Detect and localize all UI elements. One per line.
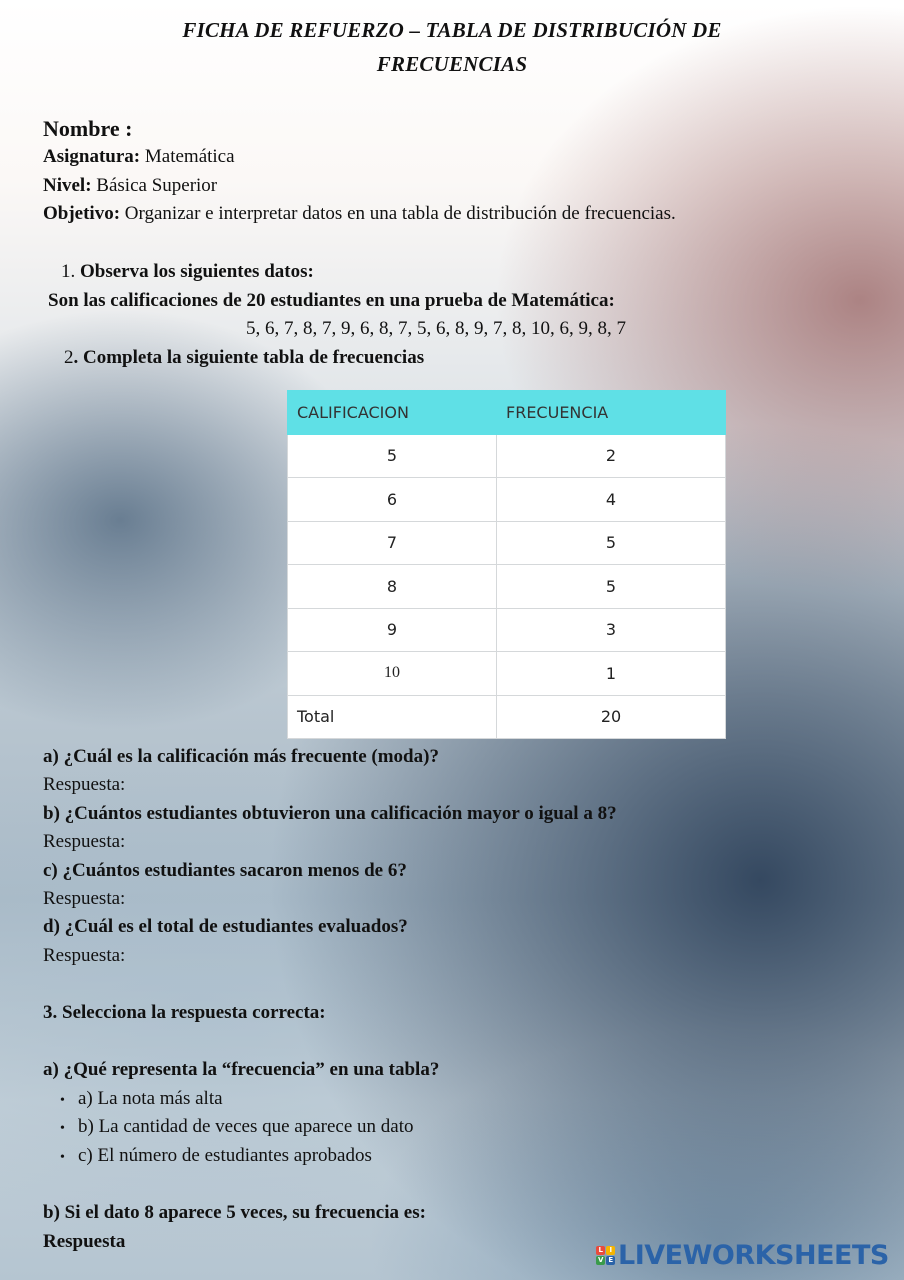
- section2-heading: [64, 347, 424, 369]
- table-row: [288, 652, 726, 696]
- cell-grade: 10: [288, 652, 497, 696]
- subject-label: Asignatura:: [43, 146, 141, 167]
- cell-grade: 5: [288, 434, 497, 478]
- total-value[interactable]: 20: [497, 695, 726, 739]
- subject-line: [43, 146, 235, 168]
- total-label: Total: [288, 695, 497, 739]
- question-a: a) ¿Cuál es la calificación más frecuente (moda)?: [43, 746, 439, 767]
- logo-mark-e: E: [606, 1256, 615, 1265]
- section3-heading: 3. Selecciona la respuesta correcta:: [43, 1002, 326, 1023]
- bullet-icon: •: [60, 1121, 65, 1136]
- section3-question-a: a) ¿Qué representa la “frecuencia” en una tabla?: [43, 1059, 440, 1080]
- question-b: b) ¿Cuántos estudiantes obtuvieron una calificación mayor o igual a 8?: [43, 803, 617, 824]
- cell-frequency[interactable]: 3: [497, 608, 726, 652]
- bullet-icon: •: [60, 1150, 65, 1165]
- logo-mark-v: V: [596, 1256, 605, 1265]
- option-a-text: a) La nota más alta: [78, 1088, 223, 1109]
- option-c-text: c) El número de estudiantes aprobados: [78, 1145, 372, 1166]
- question-d: d) ¿Cuál es el total de estudiantes evaluados?: [43, 916, 408, 937]
- cell-grade: 9: [288, 608, 497, 652]
- header-frecuencia: FRECUENCIA: [497, 391, 726, 435]
- subject-value: Matemática: [140, 146, 235, 167]
- cell-grade: 6: [288, 478, 497, 522]
- objective-value: Organizar e interpretar datos en una tabla de distribución de frecuencias.: [120, 203, 676, 224]
- level-value: Básica Superior: [91, 175, 218, 196]
- cell-frequency[interactable]: 2: [497, 434, 726, 478]
- cell-frequency[interactable]: 1: [497, 652, 726, 696]
- answer-a[interactable]: Respuesta:: [43, 774, 126, 795]
- page-title-line-1: FICHA DE REFUERZO – TABLA DE DISTRIBUCIÓN DE: [182, 18, 722, 42]
- header-calificacion: CALIFICACION: [288, 391, 497, 435]
- level-label: Nivel:: [43, 175, 92, 196]
- table-total-row: [288, 695, 726, 739]
- table-row: [288, 434, 726, 478]
- section1-intro: Son las calificaciones de 20 estudiantes en una prueba de Matemática:: [48, 290, 615, 311]
- cell-frequency[interactable]: 4: [497, 478, 726, 522]
- level-line: [43, 175, 217, 197]
- table-row: [288, 521, 726, 565]
- name-label: Nombre :: [43, 116, 133, 141]
- answer-c[interactable]: Respuesta:: [43, 888, 126, 909]
- table-row: [288, 608, 726, 652]
- answer-b[interactable]: Respuesta:: [43, 831, 126, 852]
- option-b[interactable]: [60, 1116, 414, 1138]
- logo-text: LIVEWORKSHEETS: [618, 1239, 889, 1271]
- data-values: 5, 6, 7, 8, 7, 9, 6, 8, 7, 5, 6, 8, 9, 7, 8, 10, 6, 9, 8, 7: [246, 318, 626, 339]
- liveworksheets-logo: [596, 1238, 889, 1272]
- section1-number: 1.: [61, 261, 76, 282]
- cell-frequency[interactable]: 5: [497, 565, 726, 609]
- logo-mark-i: I: [606, 1246, 615, 1255]
- option-a[interactable]: [60, 1088, 223, 1110]
- bullet-icon: •: [60, 1093, 65, 1108]
- option-b-text: b) La cantidad de veces que aparece un dato: [78, 1116, 414, 1137]
- cell-frequency[interactable]: 5: [497, 521, 726, 565]
- objective-label: Objetivo:: [43, 203, 121, 224]
- table-row: [288, 565, 726, 609]
- question-c: c) ¿Cuántos estudiantes sacaron menos de 6?: [43, 860, 407, 881]
- objective-line: [43, 203, 676, 225]
- page-title-line-2: FRECUENCIAS: [376, 52, 528, 76]
- section1-heading: [61, 261, 314, 283]
- section1-title: Observa los siguientes datos:: [80, 261, 314, 282]
- logo-mark-icon: [596, 1246, 615, 1265]
- logo-mark-l: L: [596, 1246, 605, 1255]
- section2-title: . Completa la siguiente tabla de frecuencias: [73, 347, 425, 368]
- answer-d[interactable]: Respuesta:: [43, 945, 126, 966]
- cell-grade: 8: [288, 565, 497, 609]
- section3-answer-b[interactable]: Respuesta: [43, 1231, 126, 1252]
- table-row: [288, 478, 726, 522]
- section3-question-b: b) Si el dato 8 aparece 5 veces, su frecuencia es:: [43, 1202, 426, 1223]
- table-header-row: [288, 391, 726, 435]
- option-c[interactable]: [60, 1145, 372, 1167]
- cell-grade: 7: [288, 521, 497, 565]
- section2-number: 2: [64, 347, 74, 368]
- frequency-table: [287, 390, 726, 739]
